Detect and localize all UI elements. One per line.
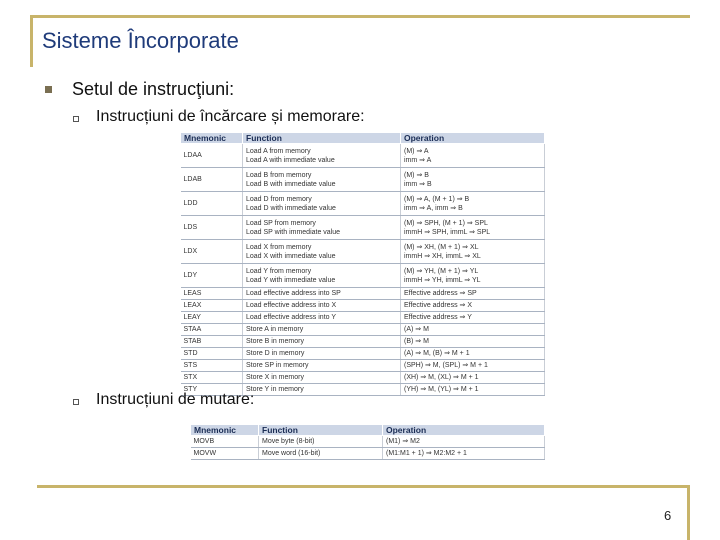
function-line: Load D from memory [246,195,312,203]
operation-line: imm ⇒ B [404,180,432,188]
bottom-border [37,485,690,488]
operation-cell [401,360,545,372]
mnemonic-cell: STAB [181,336,243,348]
table-row [181,372,545,384]
header-function: Function [243,133,401,144]
mnemonic-cell: LDAB [181,168,243,192]
table-header-row [181,133,545,144]
operation-cell [401,144,545,168]
function-cell [243,336,401,348]
operation-line: imm ⇒ A [404,156,432,164]
operation-cell [401,288,545,300]
function-cell [243,216,401,240]
function-cell [243,240,401,264]
table-row [191,448,545,460]
operation-line: imm ⇒ A, imm ⇒ B [404,204,463,212]
function-line: Load X from memory [246,243,312,251]
operation-cell [401,216,545,240]
function-cell [243,300,401,312]
operation-line: (M1:M1 + 1) ⇒ M2:M2 + 1 [386,450,467,457]
table-row [181,240,545,264]
operation-line: immH ⇒ XH, immL ⇒ XL [404,252,481,260]
operation-cell [401,324,545,336]
mnemonic-cell: LEAX [181,300,243,312]
header-operation: Operation [401,133,545,144]
operation-line: (M1) ⇒ M2 [386,438,420,445]
table-row [181,336,545,348]
function-cell [243,168,401,192]
operation-cell [383,436,545,448]
table-row [181,300,545,312]
operation-line: (M) ⇒ B [404,171,429,179]
function-cell [259,436,383,448]
mnemonic-cell: LEAS [181,288,243,300]
bottom-right-border [687,485,690,540]
function-line: Load B from memory [246,171,312,179]
mnemonic-cell: STY [181,384,243,396]
function-line: Load Y from memory [246,267,312,275]
function-line: Store X in memory [246,374,304,381]
operation-cell [401,240,545,264]
mnemonic-cell: STAA [181,324,243,336]
operation-cell [401,372,545,384]
function-cell [243,384,401,396]
function-line: Load X with immediate value [246,252,336,260]
table-row [181,348,545,360]
top-border [30,15,690,18]
function-line: Load A from memory [246,147,311,155]
mnemonic-cell: STX [181,372,243,384]
table-row [181,288,545,300]
function-line: Load A with immediate value [246,156,335,164]
header-mnemonic: Mnemonic [181,133,243,144]
header-mnemonic: Mnemonic [191,425,259,436]
function-line: Load effective address into X [246,302,337,309]
left-border [30,15,33,67]
function-line: Store Y in memory [246,386,304,393]
function-line: Move byte (8-bit) [262,438,315,445]
operation-line: (YH) ⇒ M, (YL) ⇒ M + 1 [404,386,479,393]
operation-cell [401,192,545,216]
mnemonic-cell: STS [181,360,243,372]
table-row [181,264,545,288]
operation-line: (B) ⇒ M [404,338,429,345]
function-cell [243,192,401,216]
mnemonic-cell: LDS [181,216,243,240]
move-table [190,424,545,460]
function-cell [259,448,383,460]
function-line: Store B in memory [246,338,304,345]
table-row [181,144,545,168]
function-cell [243,324,401,336]
load-store-table [180,132,545,396]
operation-line: (M) ⇒ SPH, (M + 1) ⇒ SPL [404,219,488,227]
table-row [181,360,545,372]
operation-cell [401,300,545,312]
table-row [181,324,545,336]
table-row [181,312,545,324]
square-bullet-icon [45,86,52,93]
function-cell [243,312,401,324]
operation-line: (M) ⇒ YH, (M + 1) ⇒ YL [404,267,479,275]
operation-line: (SPH) ⇒ M, (SPL) ⇒ M + 1 [404,362,488,369]
operation-line: (M) ⇒ A, (M + 1) ⇒ B [404,195,470,203]
header-operation: Operation [383,425,545,436]
function-cell [243,360,401,372]
operation-line: Effective address ⇒ X [404,302,472,309]
function-cell [243,372,401,384]
operation-cell [401,384,545,396]
table-row [181,168,545,192]
function-line: Load effective address into SP [246,290,341,297]
mnemonic-cell: MOVW [191,448,259,460]
function-line: Load SP from memory [246,219,316,227]
header-function: Function [259,425,383,436]
operation-cell [401,264,545,288]
function-cell [243,288,401,300]
hollow-square-bullet-icon [73,399,79,405]
operation-line: (A) ⇒ M [404,326,429,333]
mnemonic-cell: LDD [181,192,243,216]
hollow-square-bullet-icon [73,116,79,122]
table-header-row [191,425,545,436]
operation-cell [401,168,545,192]
mnemonic-cell: LEAY [181,312,243,324]
function-cell [243,144,401,168]
mnemonic-cell: LDAA [181,144,243,168]
function-line: Store SP in memory [246,362,309,369]
function-line: Load effective address into Y [246,314,337,321]
operation-line: Effective address ⇒ SP [404,290,477,297]
mnemonic-cell: STD [181,348,243,360]
operation-cell [401,312,545,324]
operation-line: immH ⇒ SPH, immL ⇒ SPL [404,228,491,236]
operation-line: (M) ⇒ XH, (M + 1) ⇒ XL [404,243,479,251]
main-bullet-text: Setul de instrucţiuni: [72,79,235,99]
function-line: Load Y with immediate value [246,276,336,284]
operation-line: (A) ⇒ M, (B) ⇒ M + 1 [404,350,470,357]
function-line: Store A in memory [246,326,304,333]
mnemonic-cell: LDY [181,264,243,288]
sub-bullet-move: Instrucțiuni de mutare: [96,391,255,408]
operation-cell [401,336,545,348]
function-line: Load SP with immediate value [246,228,341,236]
operation-line: Effective address ⇒ Y [404,314,472,321]
table-row [181,216,545,240]
sub-bullet-load-store: Instrucțiuni de încărcare și memorare: [96,108,365,125]
operation-line: immH ⇒ YH, immL ⇒ YL [404,276,481,284]
function-line: Load D with immediate value [246,204,336,212]
operation-cell [383,448,545,460]
operation-line: (M) ⇒ A [404,147,429,155]
mnemonic-cell: MOVB [191,436,259,448]
function-line: Store D in memory [246,350,305,357]
function-line: Load B with immediate value [246,180,336,188]
mnemonic-cell: LDX [181,240,243,264]
table-row [181,192,545,216]
table-row [191,436,545,448]
operation-cell [401,348,545,360]
page-number: 6 [664,508,672,523]
function-cell [243,264,401,288]
slide-title: Sisteme Încorporate [42,28,239,53]
function-line: Move word (16-bit) [262,450,321,457]
function-cell [243,348,401,360]
operation-line: (XH) ⇒ M, (XL) ⇒ M + 1 [404,374,479,381]
